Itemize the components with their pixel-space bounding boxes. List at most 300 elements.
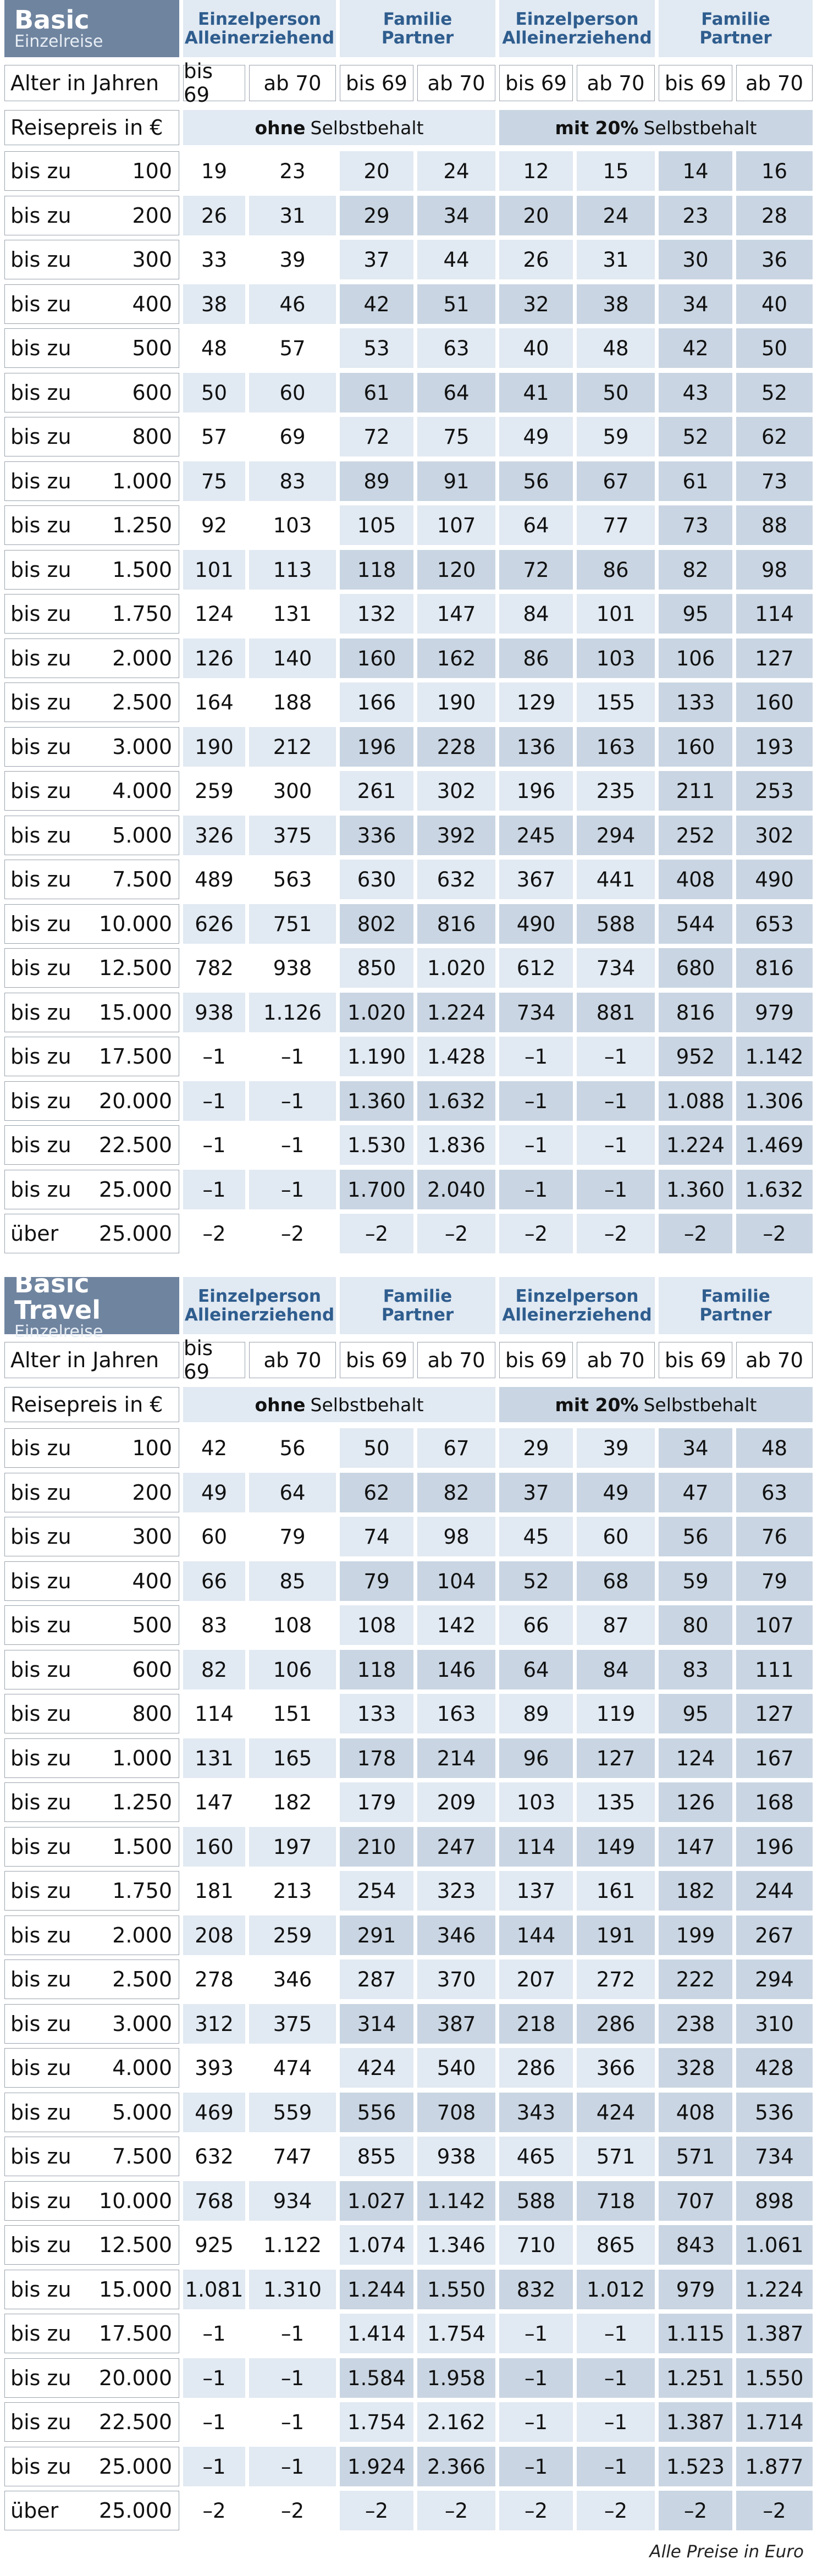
row-amount: 400 bbox=[132, 1569, 172, 1593]
price-cell: 209 bbox=[417, 1782, 495, 1822]
row-amount: 1.000 bbox=[112, 1746, 172, 1770]
row-prefix: bis zu bbox=[10, 425, 71, 449]
row-label bbox=[4, 1428, 179, 1468]
row-label bbox=[4, 2314, 179, 2353]
price-cell: 43 bbox=[659, 373, 732, 412]
price-cell: –1 bbox=[249, 1037, 336, 1076]
price-cell: 118 bbox=[340, 1650, 413, 1689]
price-cell: 898 bbox=[736, 2181, 813, 2221]
price-cell: 42 bbox=[340, 284, 413, 324]
price-cell: –1 bbox=[499, 1037, 573, 1076]
row-amount: 2.500 bbox=[112, 690, 172, 714]
price-cell: 188 bbox=[249, 682, 336, 722]
price-cell: 182 bbox=[659, 1871, 732, 1911]
row-amount: 800 bbox=[132, 425, 172, 449]
price-cell: –1 bbox=[499, 1081, 573, 1121]
price-cell: 38 bbox=[577, 284, 655, 324]
price-cell: 104 bbox=[417, 1561, 495, 1601]
price-cell: 571 bbox=[577, 2137, 655, 2176]
price-cell: 278 bbox=[183, 1959, 245, 1999]
price-cell: 119 bbox=[577, 1694, 655, 1733]
price-cell: 294 bbox=[736, 1959, 813, 1999]
price-cell: 1.251 bbox=[659, 2358, 732, 2398]
price-cell: 108 bbox=[249, 1605, 336, 1645]
row-label bbox=[4, 1081, 179, 1121]
price-cell: 832 bbox=[499, 2270, 573, 2309]
price-cell: 62 bbox=[340, 1473, 413, 1512]
price-cell: 1.224 bbox=[736, 2270, 813, 2309]
price-cell: 160 bbox=[659, 727, 732, 767]
price-cell: 571 bbox=[659, 2137, 732, 2176]
price-cell: 95 bbox=[659, 594, 732, 634]
row-prefix: bis zu bbox=[10, 1000, 71, 1025]
price-cell: 626 bbox=[183, 904, 245, 944]
price-cell: 34 bbox=[659, 1428, 732, 1468]
price-cell: 934 bbox=[249, 2181, 336, 2221]
footer-note: Alle Preise in Euro bbox=[649, 2542, 804, 2562]
row-label bbox=[4, 1827, 179, 1867]
price-cell: 1.244 bbox=[340, 2270, 413, 2309]
price-cell: –2 bbox=[340, 1214, 413, 1253]
table-row bbox=[4, 1959, 813, 1999]
row-prefix: bis zu bbox=[10, 381, 71, 405]
age-cell: bis 69 bbox=[340, 1342, 413, 1378]
price-cell: 843 bbox=[659, 2225, 732, 2265]
row-label bbox=[4, 2491, 179, 2530]
table-row bbox=[4, 904, 813, 944]
row-label bbox=[4, 1738, 179, 1778]
price-cell: 393 bbox=[183, 2048, 245, 2088]
table-row bbox=[4, 1473, 813, 1512]
band-without-deductible bbox=[183, 1387, 495, 1422]
price-cell: 98 bbox=[417, 1517, 495, 1556]
price-cell: 147 bbox=[417, 594, 495, 634]
row-prefix: bis zu bbox=[10, 1967, 71, 1991]
price-cell: 254 bbox=[340, 1871, 413, 1911]
table-row bbox=[4, 682, 813, 722]
age-cell: ab 70 bbox=[249, 1342, 336, 1378]
age-cell: bis 69 bbox=[340, 65, 413, 101]
row-prefix: bis zu bbox=[10, 1133, 71, 1157]
price-cell: 16 bbox=[736, 151, 813, 191]
row-prefix: bis zu bbox=[10, 159, 71, 183]
price-cell: 77 bbox=[577, 505, 655, 545]
row-label bbox=[4, 2181, 179, 2221]
price-cell: 101 bbox=[577, 594, 655, 634]
price-cell: 40 bbox=[499, 328, 573, 368]
row-prefix: bis zu bbox=[10, 1177, 71, 1202]
price-cell: 938 bbox=[417, 2137, 495, 2176]
row-prefix: bis zu bbox=[10, 867, 71, 891]
price-cell: 29 bbox=[499, 1428, 573, 1468]
price-cell: 375 bbox=[249, 816, 336, 855]
row-amount: 100 bbox=[132, 1436, 172, 1460]
price-cell: 408 bbox=[659, 2093, 732, 2132]
price-cell: 1.020 bbox=[340, 993, 413, 1032]
age-cell: ab 70 bbox=[736, 1342, 813, 1378]
price-cell: 56 bbox=[249, 1428, 336, 1468]
group-header bbox=[340, 0, 495, 57]
row-prefix: bis zu bbox=[10, 1613, 71, 1637]
price-cell: 113 bbox=[249, 550, 336, 590]
price-cell: 768 bbox=[183, 2181, 245, 2221]
price-cell: 89 bbox=[499, 1694, 573, 1733]
price-cell: 979 bbox=[659, 2270, 732, 2309]
price-label: Reisepreis in € bbox=[4, 110, 179, 145]
age-cell: bis 69 bbox=[499, 65, 573, 101]
price-cell: 67 bbox=[417, 1428, 495, 1468]
table-row bbox=[4, 1650, 813, 1689]
price-cell: 67 bbox=[577, 461, 655, 501]
price-cell: 855 bbox=[340, 2137, 413, 2176]
price-cell: 245 bbox=[499, 816, 573, 855]
price-cell: 1.360 bbox=[659, 1170, 732, 1209]
table-row bbox=[4, 196, 813, 235]
row-amount: 2.500 bbox=[112, 1967, 172, 1991]
row-label bbox=[4, 151, 179, 191]
price-cell: 1.469 bbox=[736, 1125, 813, 1165]
price-cell: 59 bbox=[577, 417, 655, 456]
price-cell: 50 bbox=[577, 373, 655, 412]
price-cell: 44 bbox=[417, 240, 495, 279]
row-amount: 1.750 bbox=[112, 602, 172, 626]
row-amount: 20.000 bbox=[99, 2366, 172, 2390]
price-cell: 1.414 bbox=[340, 2314, 413, 2353]
table-row bbox=[4, 550, 813, 590]
price-cell: 302 bbox=[417, 771, 495, 811]
price-cell: 938 bbox=[249, 948, 336, 988]
price-cell: 73 bbox=[736, 461, 813, 501]
price-cell: 212 bbox=[249, 727, 336, 767]
price-cell: 82 bbox=[659, 550, 732, 590]
price-cell: 72 bbox=[340, 417, 413, 456]
price-cell: –1 bbox=[183, 1170, 245, 1209]
price-cell: 1.126 bbox=[249, 993, 336, 1032]
price-cell: 167 bbox=[736, 1738, 813, 1778]
price-cell: 132 bbox=[340, 594, 413, 634]
price-cell: –1 bbox=[577, 2314, 655, 2353]
price-cell: 680 bbox=[659, 948, 732, 988]
price-cell: 107 bbox=[736, 1605, 813, 1645]
price-cell: 1.190 bbox=[340, 1037, 413, 1076]
price-cell: 89 bbox=[340, 461, 413, 501]
price-cell: 938 bbox=[183, 993, 245, 1032]
price-cell: 160 bbox=[736, 682, 813, 722]
price-cell: 64 bbox=[417, 373, 495, 412]
price-cell: 75 bbox=[417, 417, 495, 456]
row-amount: 2.000 bbox=[112, 1923, 172, 1947]
price-cell: 83 bbox=[183, 1605, 245, 1645]
age-cell: ab 70 bbox=[577, 65, 655, 101]
table-row bbox=[4, 2447, 813, 2486]
price-cell: 1.027 bbox=[340, 2181, 413, 2221]
price-cell: –1 bbox=[249, 2358, 336, 2398]
price-cell: 19 bbox=[183, 151, 245, 191]
price-cell: 375 bbox=[249, 2004, 336, 2044]
table-row bbox=[4, 2314, 813, 2353]
row-amount: 5.000 bbox=[112, 2100, 172, 2124]
price-cell: –1 bbox=[577, 2358, 655, 2398]
price-cell: 326 bbox=[183, 816, 245, 855]
row-label bbox=[4, 2270, 179, 2309]
group-header-line2: Partner bbox=[381, 1305, 454, 1325]
row-amount: 2.000 bbox=[112, 646, 172, 670]
age-row bbox=[4, 1336, 813, 1384]
price-cell: 178 bbox=[340, 1738, 413, 1778]
price-cell: 489 bbox=[183, 860, 245, 899]
price-cell: –1 bbox=[577, 2402, 655, 2442]
table-row bbox=[4, 505, 813, 545]
price-cell: 63 bbox=[417, 328, 495, 368]
row-prefix: bis zu bbox=[10, 1790, 71, 1814]
table-row bbox=[4, 1517, 813, 1556]
row-amount: 800 bbox=[132, 1702, 172, 1726]
price-cell: 103 bbox=[249, 505, 336, 545]
price-cell: 588 bbox=[577, 904, 655, 944]
price-cell: 34 bbox=[659, 284, 732, 324]
row-label bbox=[4, 1782, 179, 1822]
row-label bbox=[4, 417, 179, 456]
price-cell: 64 bbox=[249, 1473, 336, 1512]
table-row bbox=[4, 1694, 813, 1733]
row-prefix: bis zu bbox=[10, 1746, 71, 1770]
row-amount: 22.500 bbox=[99, 1133, 172, 1157]
band-right-rest: Selbstbehalt bbox=[643, 117, 757, 139]
price-cell: 1.142 bbox=[736, 1037, 813, 1076]
price-cell: –2 bbox=[499, 2491, 573, 2530]
age-label: Alter in Jahren bbox=[4, 65, 179, 101]
price-cell: 287 bbox=[340, 1959, 413, 1999]
price-cell: 57 bbox=[183, 417, 245, 456]
price-cell: 50 bbox=[183, 373, 245, 412]
group-header-line2: Alleinerziehend bbox=[184, 1305, 335, 1325]
price-cell: 124 bbox=[659, 1738, 732, 1778]
price-cell: 72 bbox=[499, 550, 573, 590]
price-cell: –1 bbox=[183, 2447, 245, 2486]
price-cell: 135 bbox=[577, 1782, 655, 1822]
price-cell: 80 bbox=[659, 1605, 732, 1645]
price-cell: 84 bbox=[499, 594, 573, 634]
group-header bbox=[659, 0, 813, 57]
price-cell: 346 bbox=[249, 1959, 336, 1999]
price-cell: 76 bbox=[736, 1517, 813, 1556]
price-cell: 63 bbox=[736, 1473, 813, 1512]
price-cell: 1.012 bbox=[577, 2270, 655, 2309]
row-amount: 500 bbox=[132, 336, 172, 360]
table-row bbox=[4, 1037, 813, 1076]
row-prefix: bis zu bbox=[10, 1702, 71, 1726]
price-cell: 196 bbox=[736, 1827, 813, 1867]
row-label bbox=[4, 904, 179, 944]
table-row bbox=[4, 1428, 813, 1468]
row-prefix: bis zu bbox=[10, 1524, 71, 1549]
price-cell: 387 bbox=[417, 2004, 495, 2044]
price-cell: –2 bbox=[249, 2491, 336, 2530]
price-cell: 49 bbox=[183, 1473, 245, 1512]
price-cell: 214 bbox=[417, 1738, 495, 1778]
price-cell: 53 bbox=[340, 328, 413, 368]
price-cell: 66 bbox=[183, 1561, 245, 1601]
table-row bbox=[4, 2358, 813, 2398]
price-cell: 56 bbox=[659, 1517, 732, 1556]
row-label bbox=[4, 948, 179, 988]
price-cell: 244 bbox=[736, 1871, 813, 1911]
price-cell: 718 bbox=[577, 2181, 655, 2221]
price-cell: 751 bbox=[249, 904, 336, 944]
row-amount: 22.500 bbox=[99, 2410, 172, 2434]
price-cell: 979 bbox=[736, 993, 813, 1032]
price-cell: 26 bbox=[183, 196, 245, 235]
price-cell: 1.061 bbox=[736, 2225, 813, 2265]
table-row bbox=[4, 771, 813, 811]
group-header-line2: Partner bbox=[699, 28, 772, 48]
price-cell: 1.020 bbox=[417, 948, 495, 988]
band-left-bold: ohne bbox=[255, 117, 306, 139]
price-cell: 79 bbox=[736, 1561, 813, 1601]
price-cell: 111 bbox=[736, 1650, 813, 1689]
table-row bbox=[4, 639, 813, 678]
price-cell: –2 bbox=[577, 2491, 655, 2530]
price-cell: 79 bbox=[249, 1517, 336, 1556]
row-prefix: bis zu bbox=[10, 646, 71, 670]
price-cell: 253 bbox=[736, 771, 813, 811]
price-cell: 199 bbox=[659, 1916, 732, 1955]
price-cell: –2 bbox=[183, 1214, 245, 1253]
price-cell: 536 bbox=[736, 2093, 813, 2132]
price-cell: 160 bbox=[340, 639, 413, 678]
price-cell: 39 bbox=[577, 1428, 655, 1468]
price-cell: –1 bbox=[183, 1081, 245, 1121]
price-cell: 46 bbox=[249, 284, 336, 324]
group-header-line1: Familie bbox=[701, 9, 770, 29]
group-header-line1: Einzelperson bbox=[198, 9, 321, 29]
price-cell: 802 bbox=[340, 904, 413, 944]
price-cell: –1 bbox=[499, 2314, 573, 2353]
price-cell: 881 bbox=[577, 993, 655, 1032]
price-cell: 86 bbox=[577, 550, 655, 590]
price-cell: 441 bbox=[577, 860, 655, 899]
price-cell: –2 bbox=[417, 1214, 495, 1253]
age-cell: bis 69 bbox=[499, 1342, 573, 1378]
band-right-bold: mit 20% bbox=[555, 117, 639, 139]
row-prefix: bis zu bbox=[10, 690, 71, 714]
group-header-line2: Partner bbox=[381, 28, 454, 48]
price-cell: 75 bbox=[183, 461, 245, 501]
band-left-rest: Selbstbehalt bbox=[310, 1394, 424, 1416]
deductible-row bbox=[4, 1387, 813, 1422]
group-header-line1: Familie bbox=[383, 1286, 452, 1306]
price-cell: 424 bbox=[340, 2048, 413, 2088]
price-cell: 68 bbox=[577, 1561, 655, 1601]
row-amount: 600 bbox=[132, 381, 172, 405]
band-with-deductible bbox=[499, 1387, 813, 1422]
price-cell: 1.754 bbox=[340, 2402, 413, 2442]
age-cell: ab 70 bbox=[417, 1342, 495, 1378]
price-cell: 734 bbox=[736, 2137, 813, 2176]
price-cell: 196 bbox=[340, 727, 413, 767]
row-prefix: bis zu bbox=[10, 1923, 71, 1947]
price-cell: 370 bbox=[417, 1959, 495, 1999]
row-prefix: bis zu bbox=[10, 912, 71, 936]
price-cell: 131 bbox=[183, 1738, 245, 1778]
price-cell: 86 bbox=[499, 639, 573, 678]
price-cell: 747 bbox=[249, 2137, 336, 2176]
table-row bbox=[4, 1561, 813, 1601]
band-with-deductible bbox=[499, 110, 813, 145]
price-cell: –2 bbox=[249, 1214, 336, 1253]
price-cell: 310 bbox=[736, 2004, 813, 2044]
price-cell: 59 bbox=[659, 1561, 732, 1601]
price-cell: 147 bbox=[659, 1827, 732, 1867]
price-cell: 300 bbox=[249, 771, 336, 811]
price-cell: 83 bbox=[249, 461, 336, 501]
price-cell: 816 bbox=[736, 948, 813, 988]
price-cell: 103 bbox=[577, 639, 655, 678]
row-prefix: bis zu bbox=[10, 1480, 71, 1505]
group-header-line2: Alleinerziehend bbox=[502, 1305, 652, 1325]
price-cell: –2 bbox=[577, 1214, 655, 1253]
price-cell: 179 bbox=[340, 1782, 413, 1822]
price-cell: 190 bbox=[183, 727, 245, 767]
price-cell: 2.162 bbox=[417, 2402, 495, 2442]
row-label bbox=[4, 1650, 179, 1689]
row-prefix: bis zu bbox=[10, 292, 71, 316]
table-row bbox=[4, 1214, 813, 1253]
price-cell: 69 bbox=[249, 417, 336, 456]
price-cell: 392 bbox=[417, 816, 495, 855]
price-cell: 48 bbox=[577, 328, 655, 368]
price-cell: 207 bbox=[499, 1959, 573, 1999]
price-cell: –1 bbox=[249, 2402, 336, 2442]
table-row bbox=[4, 816, 813, 855]
price-cell: 12 bbox=[499, 151, 573, 191]
price-cell: 474 bbox=[249, 2048, 336, 2088]
band-without-deductible bbox=[183, 110, 495, 145]
price-cell: 34 bbox=[417, 196, 495, 235]
row-amount: 17.500 bbox=[99, 1044, 172, 1069]
price-cell: 367 bbox=[499, 860, 573, 899]
row-amount: 1.250 bbox=[112, 1790, 172, 1814]
price-cell: 144 bbox=[499, 1916, 573, 1955]
price-cell: 1.584 bbox=[340, 2358, 413, 2398]
price-cell: 133 bbox=[659, 682, 732, 722]
price-cell: 261 bbox=[340, 771, 413, 811]
price-cell: 114 bbox=[736, 594, 813, 634]
price-cell: –2 bbox=[736, 2491, 813, 2530]
price-cell: 103 bbox=[499, 1782, 573, 1822]
group-header-line2: Partner bbox=[699, 1305, 772, 1325]
row-prefix: bis zu bbox=[10, 1089, 71, 1113]
row-label bbox=[4, 328, 179, 368]
price-cell: 56 bbox=[499, 461, 573, 501]
price-cell: 1.387 bbox=[736, 2314, 813, 2353]
row-label bbox=[4, 196, 179, 235]
band-left-bold: ohne bbox=[255, 1394, 306, 1416]
row-prefix: bis zu bbox=[10, 779, 71, 803]
table-row bbox=[4, 948, 813, 988]
row-label bbox=[4, 2447, 179, 2486]
price-cell: 31 bbox=[577, 240, 655, 279]
table-row bbox=[4, 2491, 813, 2530]
row-label bbox=[4, 1871, 179, 1911]
price-cell: 85 bbox=[249, 1561, 336, 1601]
price-cell: 291 bbox=[340, 1916, 413, 1955]
price-cell: 193 bbox=[736, 727, 813, 767]
price-cell: 165 bbox=[249, 1738, 336, 1778]
row-amount: 1.500 bbox=[112, 558, 172, 582]
price-cell: 1.224 bbox=[417, 993, 495, 1032]
price-cell: 73 bbox=[659, 505, 732, 545]
